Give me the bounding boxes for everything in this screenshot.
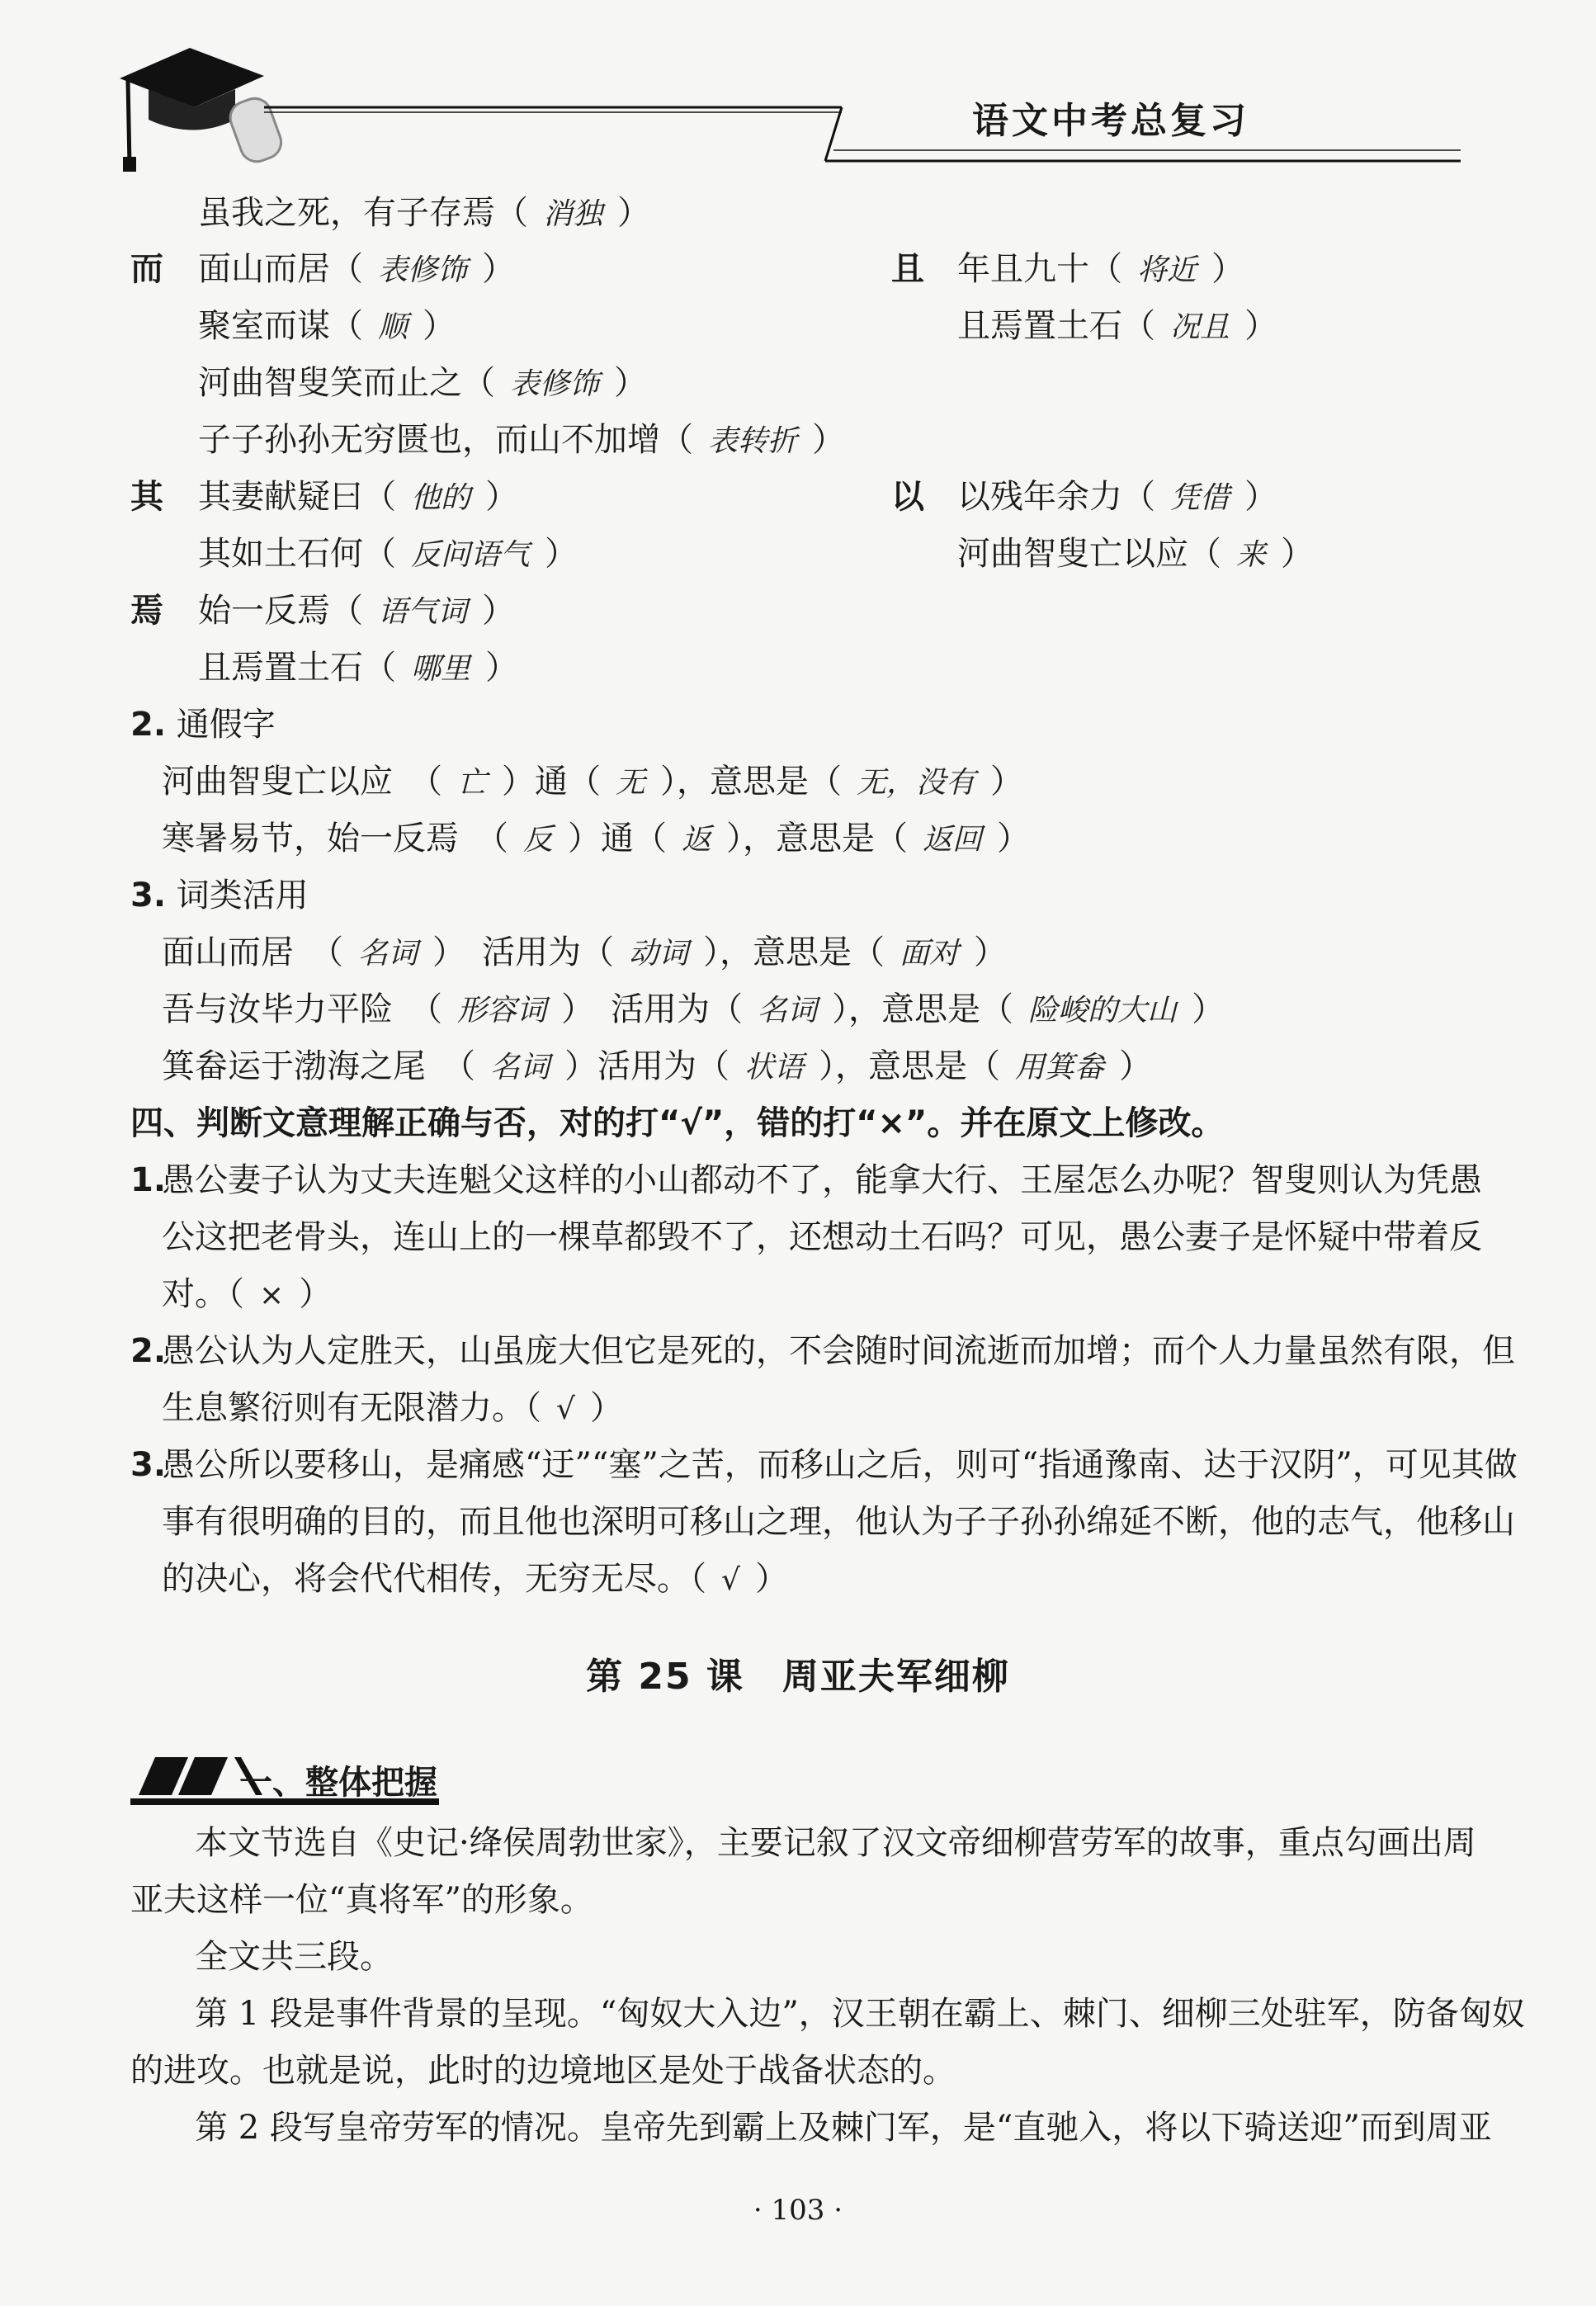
usage-line: 以残年余力（ 凭借 ） (957, 478, 1278, 516)
usage-line: 河曲智叟亡以应（ 来 ） (957, 535, 1315, 573)
item-number: 2. (130, 1332, 167, 1370)
item-text: 愚公所以要移山，是痛感“迂”“塞”之苦，而移山之后，则可“指通豫南、达于汉阴”，可见其做 (162, 1446, 1518, 1484)
page-number: · 103 · (753, 2194, 843, 2227)
usage-line: 聚室而谋（ 顺 ） (198, 307, 456, 345)
usage-line: 其妻献疑曰（ 他的 ） (198, 478, 519, 516)
usage-line: 面山而居（ 表修饰 ） (198, 250, 516, 288)
huoyong-row: 吾与汝毕力平险 （ 形容词 ） 活用为（ 名词 ），意思是（ 险峻的大山 ） (162, 990, 1225, 1028)
char-label-yan: 焉 (130, 591, 163, 630)
char-label-er: 而 (130, 249, 163, 288)
usage-line: 河曲智叟笑而止之（ 表修饰 ） (198, 364, 648, 402)
paragraph-line: 本文节选自《史记·绛侯周勃世家》，主要记叙了汉文帝细柳营劳军的故事，重点勾画出周 (195, 1824, 1476, 1862)
header-title: 语文中考总复习 (972, 100, 1249, 142)
usage-line: 虽我之死，有子存焉（ 消独 ） (198, 194, 651, 232)
tongjia-row: 河曲智叟亡以应 （ 亡 ）通（ 无 ），意思是（ 无，没有 ） (162, 763, 1024, 801)
paragraph-line: 第 2 段写皇帝劳军的情况。皇帝先到霸上及棘门军，是“直驰入，将以下骑送迎”而到周亚 (195, 2109, 1492, 2147)
paragraph-line: 全文共三段。 (195, 1938, 393, 1976)
usage-line: 其如土石何（ 反问语气 ） (198, 535, 578, 573)
section-heading: 3. 词类活用 (130, 877, 309, 914)
lesson-title: 第 25 课 周亚夫军细柳 (586, 1656, 1010, 1698)
char-label-qie: 且 (891, 249, 924, 288)
char-label-qi: 其 (130, 477, 163, 516)
answer-mark: √ (556, 1392, 575, 1426)
answer-mark: × (259, 1278, 285, 1312)
graduation-cap-icon (111, 41, 285, 173)
section-heading: 四、判断文意理解正确与否，对的打“√”，错的打“×”。并在原文上修改。 (130, 1104, 1225, 1142)
item-text: 愚公认为人定胜天，山虽庞大但它是死的，不会随时间流逝而加增；而个人力量虽然有限，但 (162, 1332, 1515, 1370)
usage-line: 始一反焉（ 语气词 ） (198, 592, 516, 630)
section-heading: 2. 通假字 (130, 706, 276, 744)
usage-line: 年且九十（ 将近 ） (957, 250, 1245, 288)
usage-line: 子子孙孙无穷匮也，而山不加增（ 表转折 ） (198, 421, 846, 459)
item-number: 1. (130, 1161, 167, 1199)
item-text: 公这把老骨头，连山上的一棵草都毁不了，还想动土石吗？可见，愚公妻子是怀疑中带着反 (162, 1218, 1482, 1256)
paragraph-line: 的进攻。也就是说，此时的边境地区是处于战备状态的。 (130, 2052, 956, 2090)
item-text: 的决心，将会代代相传，无穷无尽。（ √ ） (162, 1560, 788, 1598)
huoyong-row: 箕畚运于渤海之尾 （ 名词 ）活用为（ 状语 ），意思是（ 用箕畚 ） (162, 1047, 1153, 1085)
usage-line: 且焉置土石（ 况且 ） (957, 307, 1278, 345)
item-text: 对。（ × ） (162, 1275, 333, 1313)
huoyong-row: 面山而居 （ 名词 ） 活用为（ 动词 ），意思是（ 面对 ） (162, 933, 1008, 971)
item-text: 事有很明确的目的，而且他也深明可移山之理，他认为子子孙孙绵延不断，他的志气，他移山 (162, 1503, 1515, 1541)
answer-mark: √ (721, 1563, 740, 1597)
section-title: 一、整体把握 (239, 1764, 437, 1802)
char-label-yi: 以 (891, 477, 924, 516)
item-text: 生息繁衍则有无限潜力。（ √ ） (162, 1389, 623, 1427)
paragraph-line: 亚夫这样一位“真将军”的形象。 (130, 1881, 593, 1919)
usage-line: 且焉置土石（ 哪里 ） (198, 649, 519, 687)
tongjia-row: 寒暑易节，始一反焉 （ 反 ）通（ 返 ），意思是（ 返回 ） (162, 820, 1031, 858)
item-number: 3. (130, 1446, 167, 1484)
header-rule (264, 99, 1469, 173)
paragraph-line: 第 1 段是事件背景的呈现。“匈奴大入边”，汉王朝在霸上、棘门、细柳三处驻军，防备匈奴 (195, 1995, 1525, 2033)
item-text: 愚公妻子认为丈夫连魁父这样的小山都动不了，能拿大行、王屋怎么办呢？智叟则认为凭愚 (162, 1161, 1482, 1199)
